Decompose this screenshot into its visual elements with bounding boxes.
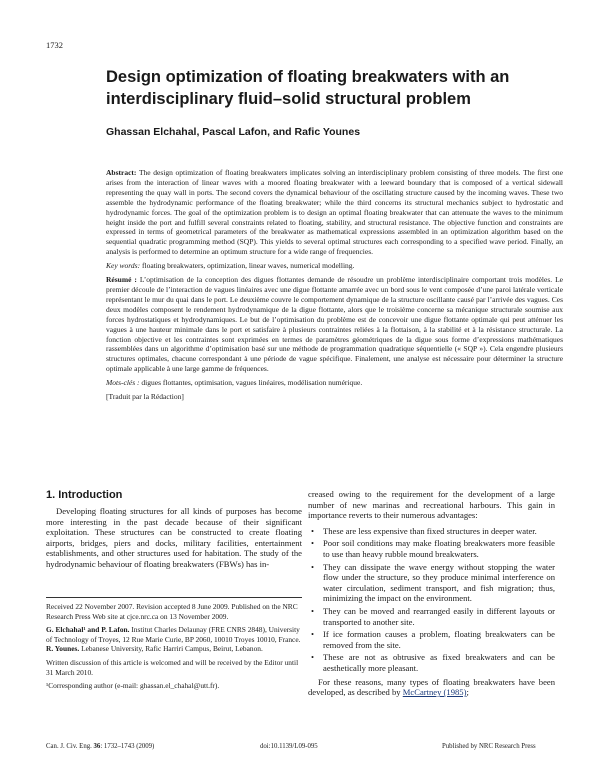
bullet-icon: •: [311, 561, 315, 572]
keywords-label: Key words:: [106, 261, 141, 271]
abstract-fr: [106, 275, 563, 374]
advantages-list: [308, 526, 555, 674]
bullet-icon: •: [311, 538, 315, 549]
list-item: [308, 652, 555, 673]
intro-left-column: [46, 506, 302, 570]
keywords-text: floating breakwaters, optimization, linear waves, numerical modelling.: [141, 261, 355, 271]
affiliation-1-text: Institut Charles Delaunay (FRE CNRS 2848), University of Technology of Troyes, 12 Rue Marie Curie, BP 2060, 10010 Troyes 10010, France.: [46, 625, 301, 644]
footer-publisher: Published by NRC Research Press: [442, 743, 536, 750]
closing-end: ;: [466, 687, 469, 698]
list-item-text: Poor soil conditions may make floating breakwaters more feasible to use than heavy rubble mound breakwaters.: [323, 538, 555, 559]
article-title: Design optimization of floating breakwaters with an interdisciplinary fluid–solid structural problem: [106, 68, 510, 108]
keywords-fr: [106, 378, 563, 388]
bullet-icon: •: [311, 652, 315, 663]
affiliation-1: [46, 625, 302, 654]
footer-doi: doi:10.1139/L09-095: [260, 743, 318, 750]
list-item: [308, 629, 555, 650]
citation-link[interactable]: McCartney (1985): [402, 687, 467, 698]
list-item: [308, 538, 555, 559]
section-heading: 1. Introduction: [46, 489, 123, 501]
closing-paragraph: [308, 677, 555, 698]
discussion-note: Written discussion of this article is welcomed and will be received by the Editor until 31 March 2010.: [46, 657, 299, 677]
resume-label: Résumé :: [106, 275, 137, 285]
translation-note: [Traduit par la Rédaction]: [106, 392, 184, 402]
footnotes: [46, 597, 302, 695]
intro-paragraph: Developing floating structures for all kinds of purposes has become more interesting in the past decade because of their significant exploitation. These structures can be constructed to create floating airports, bridges, piers and docks, military facilities, entertainment establishments, and other structures used for habitation. The study of the hydrodynamic behaviour of floating breakwaters (FBWs) has in-: [46, 506, 302, 569]
intro-right-column: [308, 489, 555, 698]
list-item-text: If ice formation causes a problem, floating breakwaters can be removed from the site.: [323, 629, 555, 650]
footer-citation: [46, 743, 154, 750]
page-number: 1732: [46, 40, 63, 50]
abstract-text: The design optimization of floating breakwaters implicates solving an interdisciplinary problem consisting of three models. The first one arises from the interaction of linear waves with a moored floating breakwater with a leeward boundary that is composed of a vertical sidewall representing the quay wall in ports. The second covers the dynamical behaviour of the oscillating structure caused by the incoming waves. These two assemble the hydrodynamic performance of the floating breakwater; while the third concerns its structural mechanics subject to hydrostatic and hydrodynamic forces. The goal of the optimization problem is to design an optimal floating breakwater that can attenuate the waves to the minimum height inside the port and fulfill several constraints related to floating, stability, and structural resistance. The objective function and constraints are expressed in terms of geometrical parameters of the breakwater as mathematical expressions assembled in an optimization algorithm based on the sequential quadratic programming method (SQP). This yields to several optimal structures each corresponding to a specified wave period. Finally, an analysis is performed to determine an optimum structure for a wide range of frequencies.: [106, 168, 563, 257]
list-item-text: They can dissipate the wave energy without stopping the water flow under the structure, so they produce minimal interference on water circulation, sediment transport, and fish migration; thus, minimizing the impact on the environment.: [323, 561, 555, 604]
abstract-block: [106, 168, 563, 406]
list-item: [308, 526, 555, 537]
affiliation-2-names: R. Younes.: [46, 644, 80, 654]
list-item-text: These are less expensive than fixed structures in deeper water.: [323, 525, 537, 536]
affiliation-1-names: G. Elchahal¹ and P. Lafon.: [46, 625, 130, 635]
author-list: Ghassan Elchahal, Pascal Lafon, and Rafic Younes: [106, 126, 361, 138]
affiliation-2-text: Lebanese University, Rafic Harriri Campus, Beirut, Lebanon.: [81, 644, 263, 654]
citation-volume: 36: [93, 743, 101, 750]
corresponding-author: ¹Corresponding author (e-mail: ghassan.el_chahal@utt.fr).: [46, 681, 220, 691]
citation-pages: : 1732–1743 (2009): [100, 743, 155, 750]
bullet-icon: •: [311, 605, 315, 616]
citation-journal: Can. J. Civ. Eng.: [46, 743, 92, 750]
bullet-icon: •: [311, 525, 315, 536]
list-item: [308, 606, 555, 627]
intro-continued: creased owing to the requirement for the development of a large number of new marinas and recreational harbours. This gain in importance reverts to their numerous advantages:: [308, 489, 555, 521]
list-item-text: They can be moved and rearranged easily in different layouts or transported to another site.: [323, 605, 555, 627]
closing-text: For these reasons, many types of floating breakwaters have been developed, as described by: [308, 676, 555, 698]
list-item-text: These are not as obtrusive as fixed breakwaters and can be aesthetically more pleasant.: [323, 652, 555, 673]
resume-text: L’optimisation de la conception des digues flottantes demande de résoudre un problème interdisciplinaire comportant trois modèles. Le premier découle de l’interaction de vagues linéaires avec une digue flottante amarrée avec un bord sous le vent composée d’une paroi latérale verticale représentant le mur du quai dans le port. Le deuxième couvre le comportement dynamique de la structure oscillante causé par l’arrivée des vagues. Ces deux modèles composent le rendement hydrodynamique de la digue flottante, alors que le troisième concerne sa mécanique structurale soumise aux forces hydrostatiques et hydrodynamiques. Le but de l’optimisation du problème est de concevoir une digue flottante optimale qui peut atténuer les vagues à une hauteur minimale dans le port et satisfaire à plusieurs contraintes reliées à la flottaison, à la stabilité et à la résistance structurale. La fonction objective et les contraintes sont exprimées en termes de paramètres géométriques de la digue sous forme d’expressions mathématiques rassemblées dans un algorithme d’optimisation basé sur une méthode de programmation quadratique séquentielle (« SQP »). Cela engendre plusieurs structures optimales, chacune correspondant à une période de vague spécifique. Finalement, une analyse est nécessaire pour déterminer la structure optimale applicable à une large gamme de fréquences.: [106, 275, 563, 374]
bullet-icon: •: [311, 629, 315, 640]
received-note: Received 22 November 2007. Revision accepted 8 June 2009. Published on the NRC Research Press Web site at cjce.nrc.ca on 13 November 2009.: [46, 602, 298, 621]
mots-cles-label: Mots-clés :: [106, 378, 140, 388]
mots-cles-text: digues flottantes, optimisation, vagues linéaires, modélisation numérique.: [141, 378, 363, 388]
abstract-en: [106, 168, 563, 257]
abstract-label: Abstract:: [106, 168, 137, 177]
list-item: [308, 562, 555, 604]
keywords-en: [106, 261, 563, 271]
